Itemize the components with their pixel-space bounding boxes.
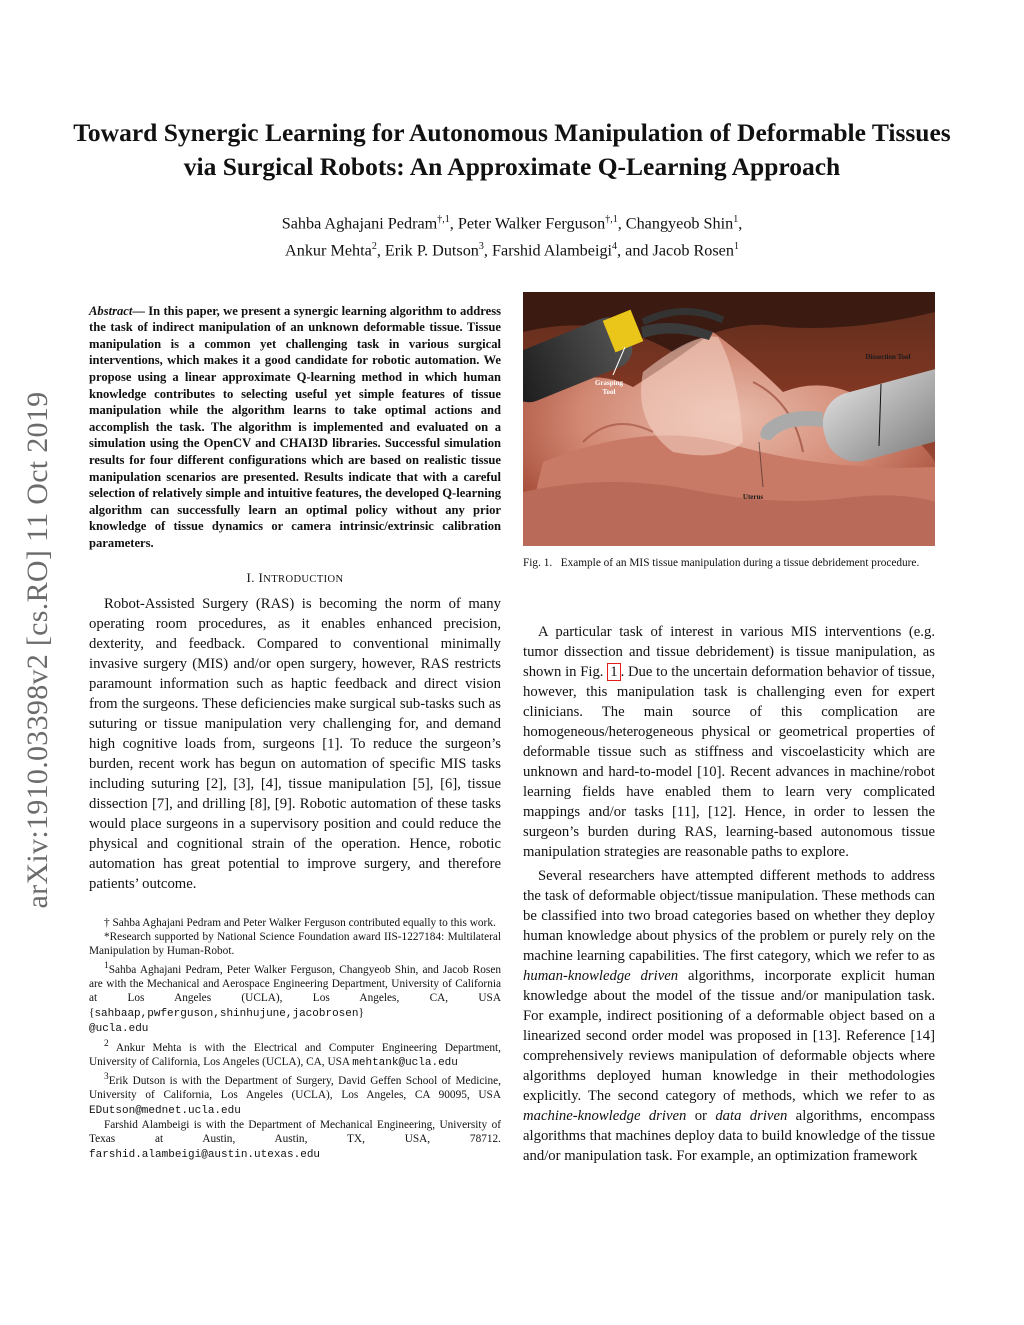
figure-caption-text: Example of an MIS tissue manipulation during a tissue debridement procedure. — [560, 557, 920, 569]
arxiv-stamp-text: arXiv:1910.03398v2 [cs.RO] 11 Oct 2019 — [21, 391, 54, 909]
email-domain[interactable]: @ucla.edu — [89, 1023, 149, 1036]
email-address[interactable]: EDutson@mednet.ucla.edu — [89, 1104, 241, 1117]
footnote-affiliation-2: $^2$ Ankur Mehta is with the Electrical and Computer Engineering Department, University of California, Los Angeles (UCLA), CA, USA mehtank@ucla.edu — [89, 1038, 501, 1069]
author-name: , Farshid Alambeigi — [483, 241, 613, 260]
paper-title: Toward Synergic Learning for Autonomous Manipulation of Deformable Tissues via Surgical Robots: An Approximate Q-Learning Approach — [73, 118, 951, 181]
author-list — [60, 208, 964, 263]
abstract — [89, 303, 501, 552]
figure-label-uterus: Uterus — [742, 493, 764, 501]
footnotes — [89, 916, 501, 1163]
author-name: , Erik P. Dutson — [376, 241, 479, 260]
email-address[interactable]: sahbaap,pwferguson,shinhujune,jacobrosen — [94, 1007, 359, 1020]
figure-1-image — [523, 292, 935, 546]
abstract-text: In this paper, we present a synergic learning algorithm to address the task of indirect manipulation of an unknown deformable tissue. Tissue manipulation is a common yet challenging task in various surgical interventions, which makes it a good candidate for robotic automation. We propose using a linear approximate Q-learning method in which human knowledge contributes to selecting useful yet simple features of tissue manipulation while the algorithm learns to take optimal actions and accomplish the task. The algorithm is implemented and evaluated on a simulation using the OpenCV and CHAI3D libraries. Successful simulation results for four different configurations which are based on realistic tissue manipulation scenarios are presented. Results indicate that with a careful selection of relatively simple and intuitive features, the developed Q-learning algorithm can successfully learn an optimal policy without any prior knowledge of tissue dynamics or camera intrinsic/extrinsic calibration parameters. — [89, 303, 501, 550]
author-name: , Changyeob Shin — [617, 214, 734, 233]
arxiv-stamp — [18, 350, 58, 950]
figure-number: Fig. 1. — [523, 557, 553, 569]
abstract-label: Abstract — [89, 303, 133, 318]
left-column — [89, 290, 501, 1162]
footnote-affiliation-1: $^1$Sahba Aghajani Pedram, Peter Walker Ferguson, Changyeob Shin, and Jacob Rosen are with the Mechanical and Aerospace Engineering Department, University of California at Los Angeles (UCLA), Los Angeles, CA, USA {sahbaap,pwferguson,shinhujune,jacobrosen} @ucla.edu — [89, 960, 501, 1036]
author-name: , and Jacob Rosen — [617, 241, 734, 260]
surgical-scene-illustration — [523, 292, 935, 546]
intro-paragraph: Robot-Assisted Surgery (RAS) is becoming the norm of many operating room procedures, as it enables enhanced precision, dexterity, and feedback. Compared to conventional minimally invasive surgery (MIS) and/or open surgery, however, RAS restricts paramount information such as haptic feedback and direct vision from the surgeons. These deficiencies make surgical sub-tasks such as suturing or tissue manipulation very challenging for, and demand high cognitive loads from, surgeons [1]. To reduce the surgeon’s burden, recent work has begun on automation of specific MIS tasks including suturing [2], [3], [4], tissue manipulation [5], [6], tissue dissection [7], and drilling [8], [9]. Robotic automation of these tasks would place surgeons in a supervisory position and could reduce the physical and cognitional strain of the operation. Hence, robotic automation has great potential to improve surgery, and therefore patients’ outcome. — [89, 595, 501, 892]
author-name: Sahba Aghajani Pedram — [281, 214, 438, 233]
right-column — [523, 292, 935, 1166]
author-affiliation: †,1 — [437, 214, 450, 225]
author-name: Ankur Mehta — [285, 241, 372, 260]
author-affiliation: 3 — [478, 241, 484, 253]
footnote-affiliation-3: $^3$Erik Dutson is with the Department of Surgery, David Geffen School of Medicine, University of California, Los Angeles (UCLA), Los Angeles, CA 90095, USA EDutson@mednet.ucla.edu — [89, 1072, 501, 1117]
email-address[interactable]: mehtank@ucla.edu — [352, 1056, 458, 1069]
author-name: , Peter Walker Ferguson — [449, 214, 606, 233]
footnote-funding: *Research supported by National Science Foundation award IIS-1227184: Multilateral Manipulation by Human-Robot. — [89, 930, 501, 958]
figure-reference-link[interactable]: 1 — [607, 663, 620, 681]
figure-caption — [523, 556, 935, 570]
author-affiliation: 2 — [371, 241, 377, 253]
figure-label-grasping: Grasping Tool — [594, 379, 623, 396]
author-separator: , — [738, 214, 743, 233]
author-affiliation: 4 — [612, 241, 618, 253]
author-affiliation: †,1 — [605, 214, 618, 225]
footnote-equal-contribution: † Sahba Aghajani Pedram and Peter Walker Ferguson contributed equally to this work. — [104, 916, 496, 929]
body-paragraph: A particular task of interest in various MIS interventions (e.g. tumor dissection and tissue debridement) is tissue manipulation, as shown in Fig. 1 . Due to the uncertain deformation behavior of tissue, however, this manipulation task is challenging even for expert clinicians. The main source of this complication are homogeneous/heterogeneous physical or geometrical properties of deformable tissue such as stiffness and viscoelasticity which are unknown and hard-to-model [10]. Recent advances in machine/robot learning fields have enabled them to learn very complicated mappings and/or tasks [11], [12]. Hence, in order to lessen the surgeon’s burden during RAS, learning-based autonomous tissue manipulation strategies are reasonable paths to explore. — [523, 623, 936, 860]
author-affiliation: 1 — [733, 241, 739, 253]
abstract-dash: — — [132, 303, 149, 318]
email-address[interactable]: farshid.alambeigi@austin.utexas.edu — [89, 1148, 321, 1161]
author-affiliation: 1 — [733, 214, 739, 225]
body-paragraph: Several researchers have attempted different methods to address the task of deformable object/tissue manipulation. These methods can be classified into two broad categories based on whether they deploy human knowledge about physics of the problem or purely rely on the machine learning capabilities. The first category, which we refer to as human-knowledge driven algorithms, incorporate explicit human knowledge about the model of the tissue and/or manipulation task. For example, indirect positioning of a deformable object based on a linearized second order model was proposed in [13]. Reference [14] comprehensively reviews manipulation of deformable objects where algorithms deployed human knowledge in their methodologies explicitly. The second category of methods, which we refer to as machine-knowledge driven or data driven algorithms, encompass algorithms that machines deploy data to build knowledge of the tissue and/or manipulation task. For example, an optimization framework — [523, 867, 935, 1164]
section-heading-introduction: I. INTRODUCTION — [246, 569, 344, 585]
figure-label-dissection: Dissection Tool — [865, 353, 911, 361]
footnote-affiliation-4: Farshid Alambeigi is with the Department of Mechanical Engineering, University of Texas at Austin, Austin, TX, USA, 78712. farshid.alambeigi@austin.utexas.edu — [89, 1119, 501, 1161]
